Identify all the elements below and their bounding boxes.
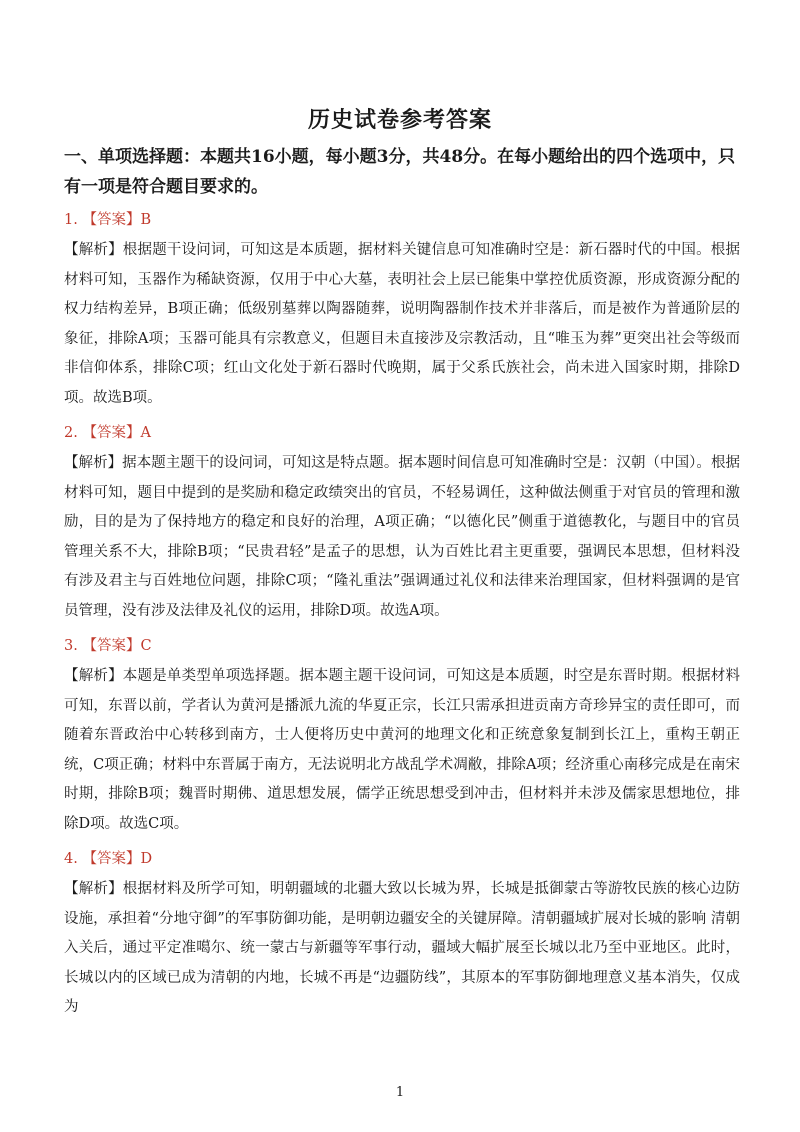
- answer-explanation: 【解析】本题是单类型单项选择题。据本题主题干设问词，可知这是本质题，时空是东晋时期。根据材料可知，东晋以前，学者认为黄河是播派九流的华夏正宗，长江只需承担进贡南方奇珍异宝的责任即可，而随着东晋政治中心转移到南方，士人便将历史中黄河的地理文化和正统意象复制到长江上，重构王朝正统，C项正确；材料中东晋属于南方，无法说明北方战乱学术凋敝，排除A项；经济重心南移完成是在南宋时期，排除B项；魏晋时期佛、道思想发展，儒学正统思想受到冲击，但材料并未涉及儒家思想地位，排除D项。故选C项。: [64, 668, 740, 832]
- answer-label: 3. 【答案】C: [64, 638, 152, 654]
- question-block-3: [64, 630, 740, 839]
- page-title: 历史试卷参考答案: [307, 107, 492, 133]
- question-block-1: [64, 204, 740, 413]
- answer-explanation: 【解析】据本题主题干的设问词，可知这是特点题。据本题时间信息可知准确时空是：汉朝（中国）。根据材料可知，题目中提到的是奖励和稳定政绩突出的官员，不轻易调任，这种做法侧重于对官员的管理和激励，目的是为了保持地方的稳定和良好的治理，A项正确；“以德化民”侧重于道德教化，与题目中的官员管理关系不大，排除B项；“民贵君轻”是孟子的思想，认为百姓比君主更重要，强调民本思想，但材料没有涉及君主与百姓地位问题，排除C项；“隆礼重法”强调通过礼仪和法律来治理国家，但材料强调的是官员管理，没有涉及法律及礼仪的运用，排除D项。故选A项。: [64, 455, 740, 619]
- page-number: 1: [395, 1085, 405, 1100]
- answer-label: 1. 【答案】B: [64, 212, 152, 228]
- answer-label: 4. 【答案】D: [64, 851, 153, 867]
- answer-explanation: 【解析】根据材料及所学可知，明朝疆域的北疆大致以长城为界，长城是抵御蒙古等游牧民族的核心边防设施，承担着“分地守御”的军事防御功能，是明朝边疆安全的关键屏障。清朝疆域扩展对长城的影响 清朝入关后，通过平定准噶尔、统一蒙古与新疆等军事行动，疆域大幅扩展至长城以北乃至中亚地区。此时，长城以内的区域已成为清朝的内地，长城不再是“边疆防线”，其原本的军事防御地理意义基本消失，仅成为: [64, 881, 740, 1015]
- question-block-4: [64, 843, 740, 1023]
- section-heading: 一、单项选择题：本题共16小题，每小题3分，共48分。在每小题给出的四个选项中，只有一项是符合题目要求的。: [64, 147, 736, 197]
- question-block-2: [64, 417, 740, 626]
- answer-explanation: 【解析】根据题干设问词，可知这是本质题，据材料关键信息可知准确时空是：新石器时代的中国。根据材料可知，玉器作为稀缺资源，仅用于中心大墓，表明社会上层已能集中掌控优质资源，形成资源分配的权力结构差异，B项正确；低级别墓葬以陶器随葬，说明陶器制作技术并非落后，而是被作为普通阶层的象征，排除A项；玉器可能具有宗教意义，但题目未直接涉及宗教活动，且“唯玉为葬”更突出社会等级而非信仰体系，排除C项；红山文化处于新石器时代晚期，属于父系氏族社会，尚未进入国家时期，排除D项。故选B项。: [64, 242, 740, 406]
- answer-label: 2. 【答案】A: [64, 425, 151, 441]
- answer-list: [64, 204, 740, 1027]
